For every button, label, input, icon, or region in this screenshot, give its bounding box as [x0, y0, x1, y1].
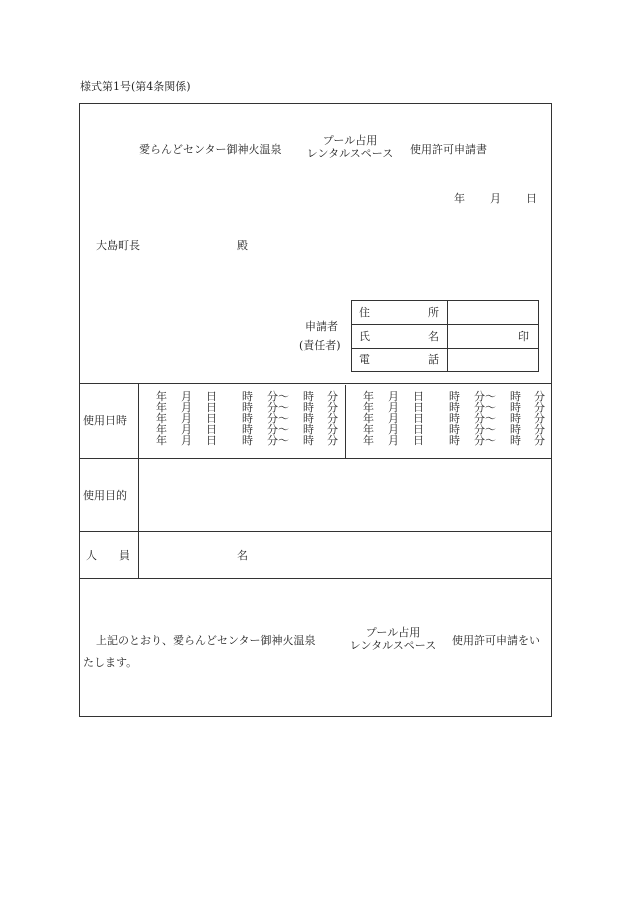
datetime-start-hour-unit: 時	[449, 423, 460, 436]
datetime-column-left[interactable]	[156, 391, 346, 446]
statement-suffix: 使用許可申請をい	[452, 634, 540, 647]
datetime-month-unit: 月	[388, 401, 399, 414]
seal-mark[interactable]: 印	[518, 330, 529, 343]
usage-purpose-label: 使用目的	[83, 489, 127, 502]
datetime-year-unit: 年	[363, 390, 374, 403]
datetime-month-unit: 月	[181, 390, 192, 403]
datetime-end-hour-unit: 時	[510, 401, 521, 414]
datetime-end-minute-unit: 分	[327, 434, 338, 447]
datetime-year-unit: 年	[156, 401, 167, 414]
datetime-start-minute-unit: 分〜	[267, 390, 289, 403]
datetime-end-hour-unit: 時	[510, 423, 521, 436]
addressee-honorific: 殿	[237, 239, 248, 252]
applicant-label: 申請者	[305, 320, 338, 333]
date-day: 日	[526, 192, 537, 205]
statement-prefix: 上記のとおり、愛らんどセンター御神火温泉	[96, 634, 316, 647]
datetime-end-hour-unit: 時	[303, 434, 314, 447]
datetime-day-unit: 日	[413, 401, 424, 414]
datetime-day-unit: 日	[413, 434, 424, 447]
address-label: 住 所	[359, 306, 439, 319]
datetime-start-hour-unit: 時	[449, 390, 460, 403]
datetime-end-minute-unit: 分	[534, 423, 545, 436]
datetime-start-minute-unit: 分〜	[474, 401, 496, 414]
datetime-end-minute-unit: 分	[327, 423, 338, 436]
datetime-column-right[interactable]	[363, 391, 553, 446]
name-label: 氏 名	[359, 330, 439, 343]
datetime-row[interactable]	[156, 435, 346, 446]
form-number-label: 様式第1号(第4条関係)	[80, 80, 191, 93]
datetime-day-unit: 日	[206, 423, 217, 436]
headcount-unit: 名	[237, 549, 248, 562]
datetime-year-unit: 年	[363, 434, 374, 447]
datetime-day-unit: 日	[413, 423, 424, 436]
datetime-month-unit: 月	[388, 434, 399, 447]
datetime-start-minute-unit: 分〜	[474, 434, 496, 447]
datetime-start-hour-unit: 時	[242, 401, 253, 414]
datetime-start-minute-unit: 分〜	[267, 423, 289, 436]
datetime-start-hour-unit: 時	[242, 412, 253, 425]
statement-usage-options	[343, 626, 443, 652]
datetime-end-hour-unit: 時	[510, 390, 521, 403]
datetime-start-minute-unit: 分〜	[474, 390, 496, 403]
facility-name: 愛らんどセンター御神火温泉	[139, 143, 282, 156]
date-year: 年	[454, 192, 465, 205]
datetime-row[interactable]	[363, 435, 553, 446]
datetime-month-unit: 月	[181, 401, 192, 414]
section-divider-statement	[79, 578, 552, 579]
datetime-month-unit: 月	[388, 390, 399, 403]
datetime-start-minute-unit: 分〜	[267, 434, 289, 447]
datetime-year-unit: 年	[363, 423, 374, 436]
date-month: 月	[490, 192, 501, 205]
datetime-end-hour-unit: 時	[510, 412, 521, 425]
option-rental-space: レンタルスペース	[306, 147, 394, 160]
datetime-end-hour-unit: 時	[303, 423, 314, 436]
datetime-month-unit: 月	[388, 412, 399, 425]
datetime-start-minute-unit: 分〜	[474, 412, 496, 425]
datetime-start-minute-unit: 分〜	[267, 412, 289, 425]
applicant-info-table	[351, 300, 539, 372]
datetime-end-minute-unit: 分	[327, 390, 338, 403]
usage-datetime-label: 使用日時	[83, 414, 127, 427]
datetime-month-unit: 月	[181, 412, 192, 425]
datetime-year-unit: 年	[156, 423, 167, 436]
datetime-end-hour-unit: 時	[303, 412, 314, 425]
datetime-end-hour-unit: 時	[303, 401, 314, 414]
applicant-sub-label: (責任者)	[299, 339, 341, 352]
headcount-label: 人 員	[86, 549, 130, 562]
datetime-day-unit: 日	[206, 401, 217, 414]
datetime-end-minute-unit: 分	[534, 412, 545, 425]
datetime-day-unit: 日	[206, 412, 217, 425]
datetime-year-unit: 年	[156, 390, 167, 403]
addressee-title: 大島町長	[96, 239, 140, 252]
section-divider-datetime	[79, 383, 552, 384]
section-divider-headcount	[79, 531, 552, 532]
phone-label: 電 話	[359, 353, 439, 366]
datetime-end-minute-unit: 分	[534, 434, 545, 447]
datetime-start-hour-unit: 時	[449, 412, 460, 425]
datetime-end-hour-unit: 時	[303, 390, 314, 403]
option-pool: プール占用	[322, 134, 378, 147]
statement-option-pool: プール占用	[365, 626, 421, 639]
statement-option-rental-space: レンタルスペース	[349, 639, 437, 652]
usage-type-options	[300, 134, 400, 160]
datetime-month-unit: 月	[181, 423, 192, 436]
datetime-year-unit: 年	[363, 412, 374, 425]
datetime-month-unit: 月	[181, 434, 192, 447]
form-title: 使用許可申請書	[410, 143, 487, 156]
datetime-year-unit: 年	[363, 401, 374, 414]
datetime-end-minute-unit: 分	[534, 390, 545, 403]
datetime-end-minute-unit: 分	[534, 401, 545, 414]
datetime-start-hour-unit: 時	[242, 423, 253, 436]
datetime-start-hour-unit: 時	[242, 434, 253, 447]
datetime-day-unit: 日	[413, 390, 424, 403]
datetime-day-unit: 日	[206, 434, 217, 447]
label-column-divider	[138, 383, 139, 578]
datetime-year-unit: 年	[156, 434, 167, 447]
datetime-end-hour-unit: 時	[510, 434, 521, 447]
statement-line2: たします。	[83, 656, 138, 669]
datetime-day-unit: 日	[206, 390, 217, 403]
datetime-year-unit: 年	[156, 412, 167, 425]
datetime-start-minute-unit: 分〜	[267, 401, 289, 414]
datetime-month-unit: 月	[388, 423, 399, 436]
datetime-start-hour-unit: 時	[449, 434, 460, 447]
datetime-start-hour-unit: 時	[242, 390, 253, 403]
datetime-end-minute-unit: 分	[327, 412, 338, 425]
datetime-start-minute-unit: 分〜	[474, 423, 496, 436]
datetime-start-hour-unit: 時	[449, 401, 460, 414]
datetime-end-minute-unit: 分	[327, 401, 338, 414]
datetime-day-unit: 日	[413, 412, 424, 425]
section-divider-purpose	[79, 458, 552, 459]
